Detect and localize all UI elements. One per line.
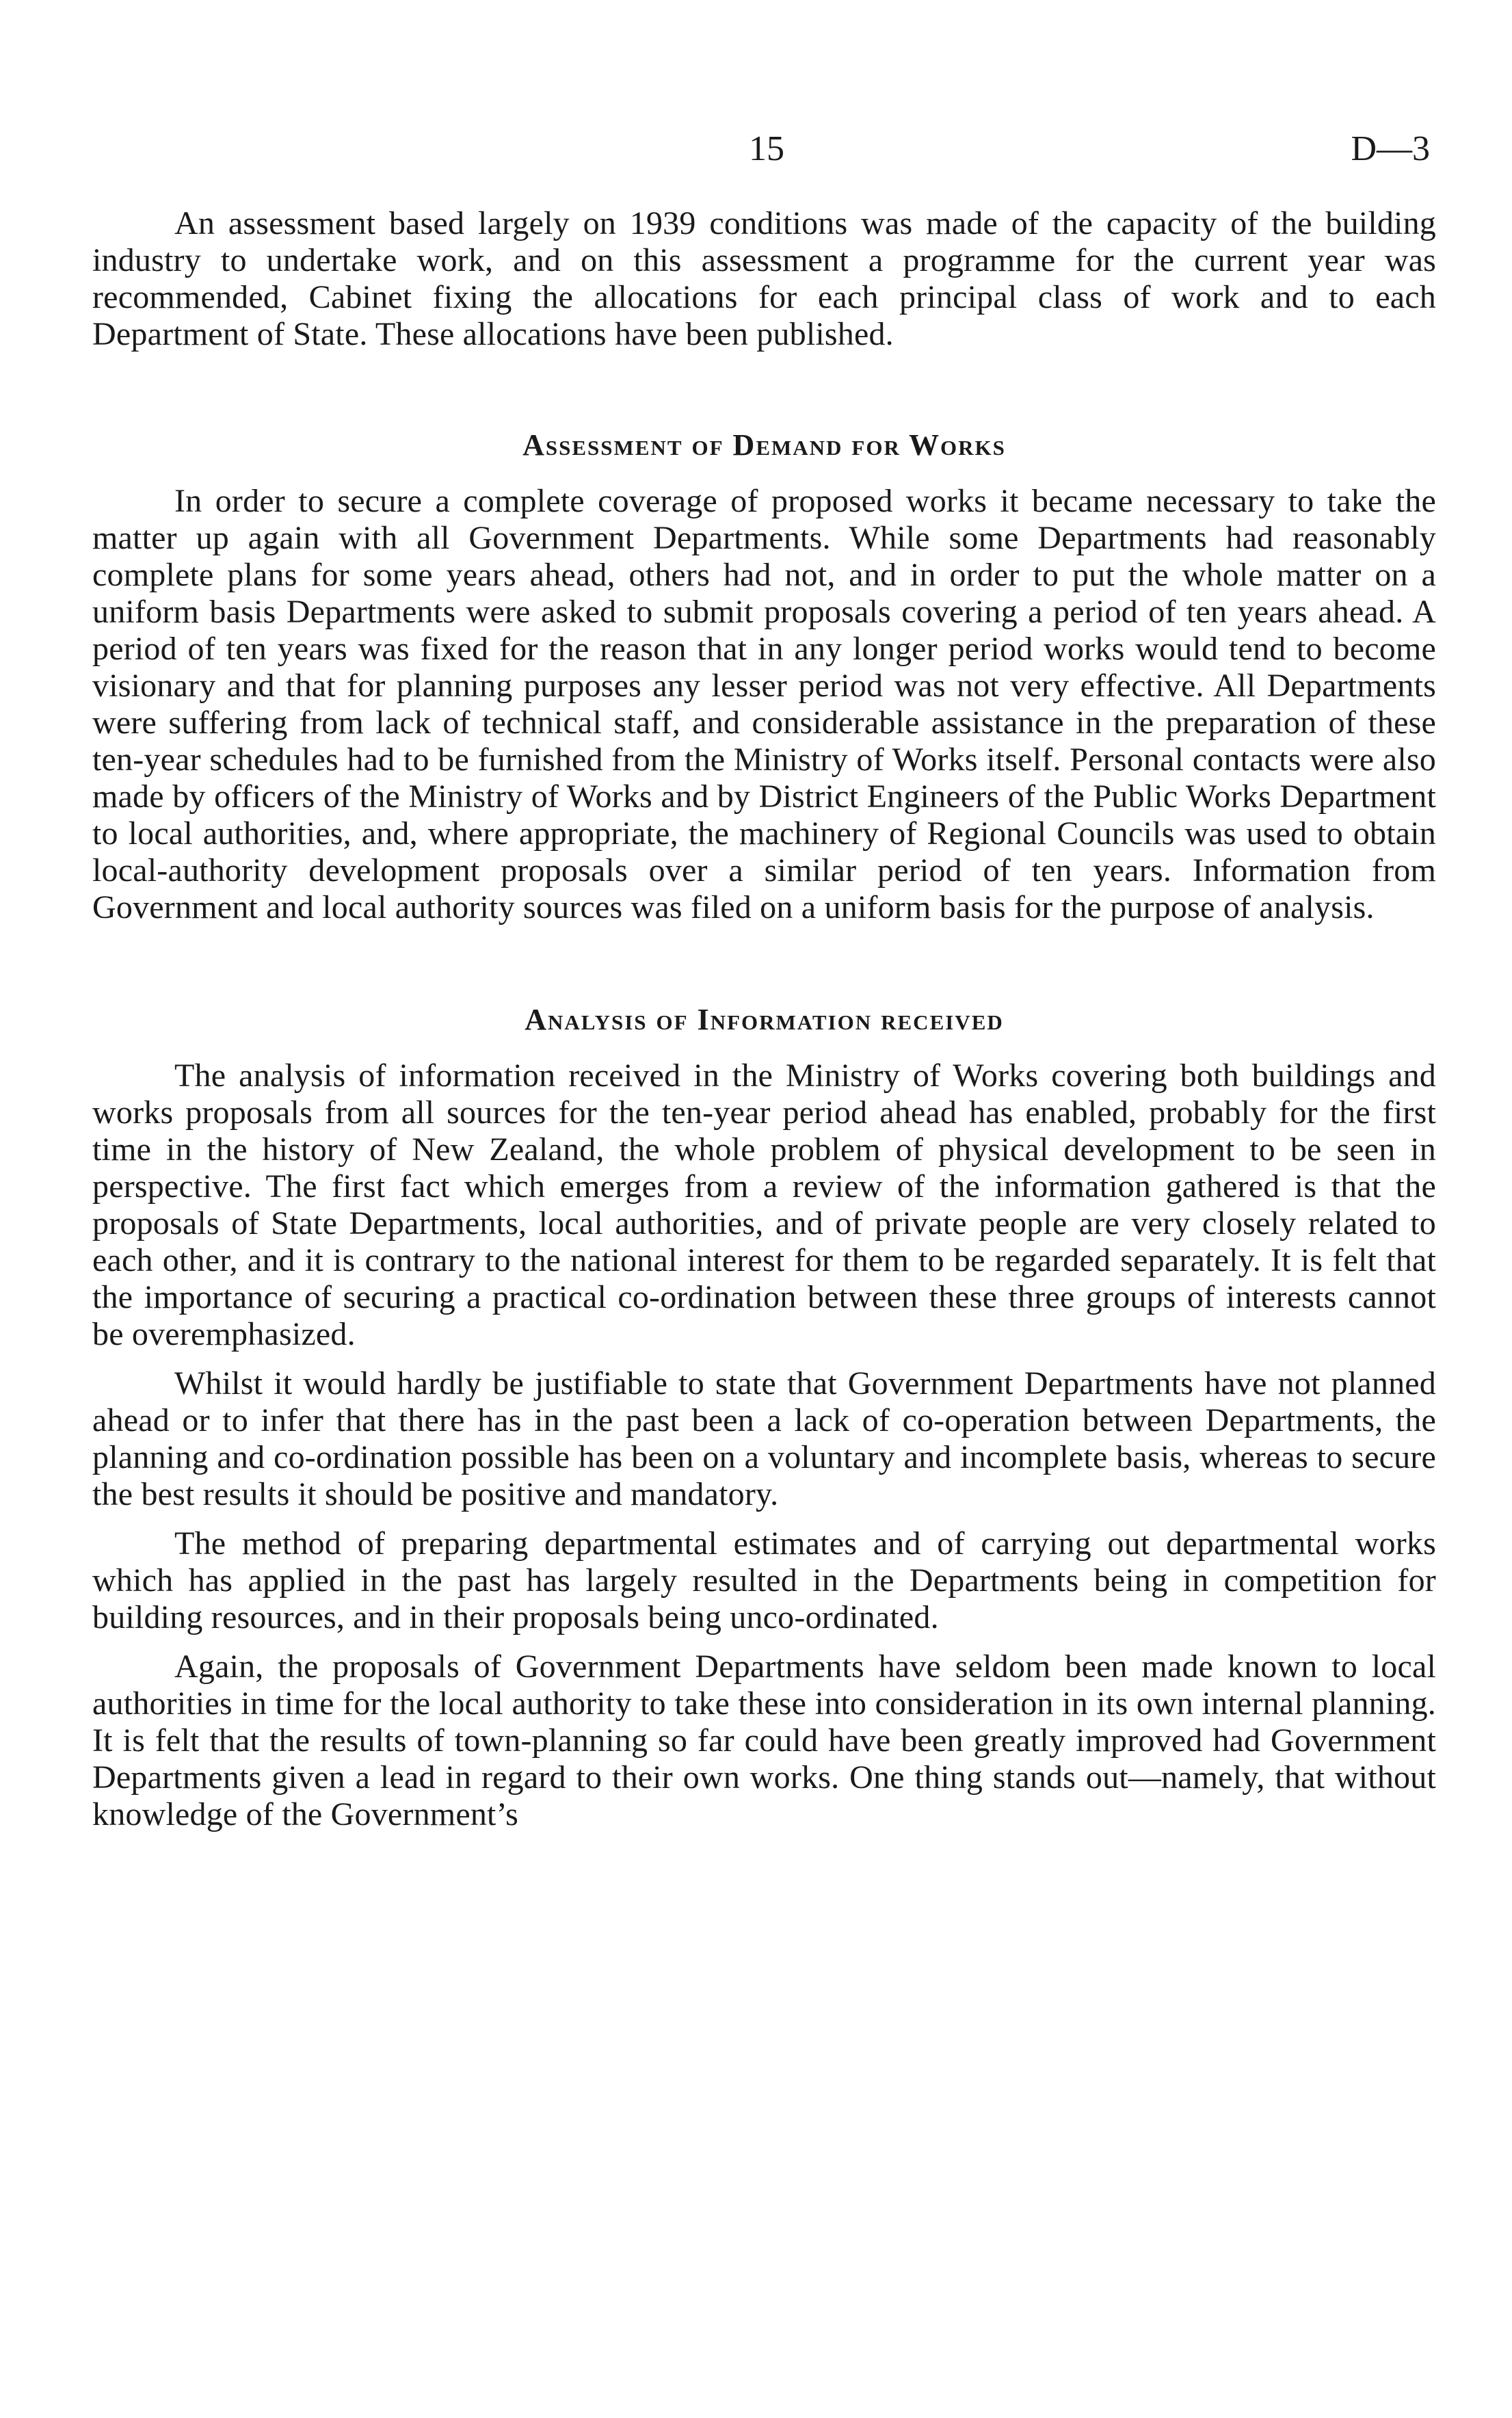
page-body [92, 205, 1436, 1833]
page-number: 15 [749, 129, 784, 168]
analysis-paragraph: The analysis of information received in the Ministry of Works covering both buildings and works proposals from all sources for the ten-year period ahead has enabled, probably for the first time in the history of New Zealand, the whole problem of physical development to be seen in perspective. The first fact which emerges from a review of the information gathered is that the proposals of State Departments, local authorities, and of private people are very closely related to each other, and it is contrary to the national interest for them to be regarded separately. It is felt that the importance of securing a practical co-ordination between these three groups of interests cannot be overemphasized. [92, 1057, 1436, 1352]
section-heading-assessment: Assessment of Demand for Works [522, 428, 1006, 462]
page-header [0, 129, 1512, 170]
section-heading-analysis: Analysis of Information received [525, 1003, 1004, 1036]
analysis-paragraph: The method of preparing departmental estimates and of carrying out departmental works which has applied in the past has largely resulted in the Departments being in competition for building resources, and in their proposals being unco-ordinated. [92, 1525, 1436, 1635]
analysis-paragraph: Again, the proposals of Government Departments have seldom been made known to local authorities in time for the local authority to take these into consideration in its own internal planning. It is felt that the results of town-planning so far could have been greatly improved had Government Departments given a lead in regard to their own works. One thing stands out—namely, that without knowledge of the Government’s [92, 1648, 1436, 1832]
intro-paragraph: An assessment based largely on 1939 conditions was made of the capacity of the building industry to undertake work, and on this assessment a programme for the current year was recommended, Cabinet fixing the allocations for each principal class of work and to each Department of State. These allocations have been published. [92, 205, 1436, 352]
assessment-paragraph: In order to secure a complete coverage of proposed works it became necessary to take the matter up again with all Government Departments. While some Departments had reasonably complete plans for some years ahead, others had not, and in order to put the whole matter on a uniform basis Departments were asked to submit proposals covering a period of ten years ahead. A period of ten years was fixed for the reason that in any longer period works would tend to become visionary and that for planning purposes any lesser period was not very effective. All Departments were suffering from lack of technical staff, and considerable assistance in the preparation of these ten-year schedules had to be furnished from the Ministry of Works itself. Personal contacts were also made by officers of the Ministry of Works and by District Engineers of the Public Works Department to local authorities, and, where appropriate, the machinery of Regional Councils was used to obtain local-authority development proposals over a similar period of ten years. Information from Government and local authority sources was filed on a uniform basis for the purpose of analysis. [92, 483, 1436, 925]
analysis-paragraph: Whilst it would hardly be justifiable to state that Government Departments have not planned ahead or to infer that there has in the past been a lack of co-operation between Departments, the planning and co-ordination possible has been on a voluntary and incomplete basis, whereas to secure the best results it should be positive and mandatory. [92, 1365, 1436, 1512]
document-reference: D—3 [1351, 129, 1430, 168]
